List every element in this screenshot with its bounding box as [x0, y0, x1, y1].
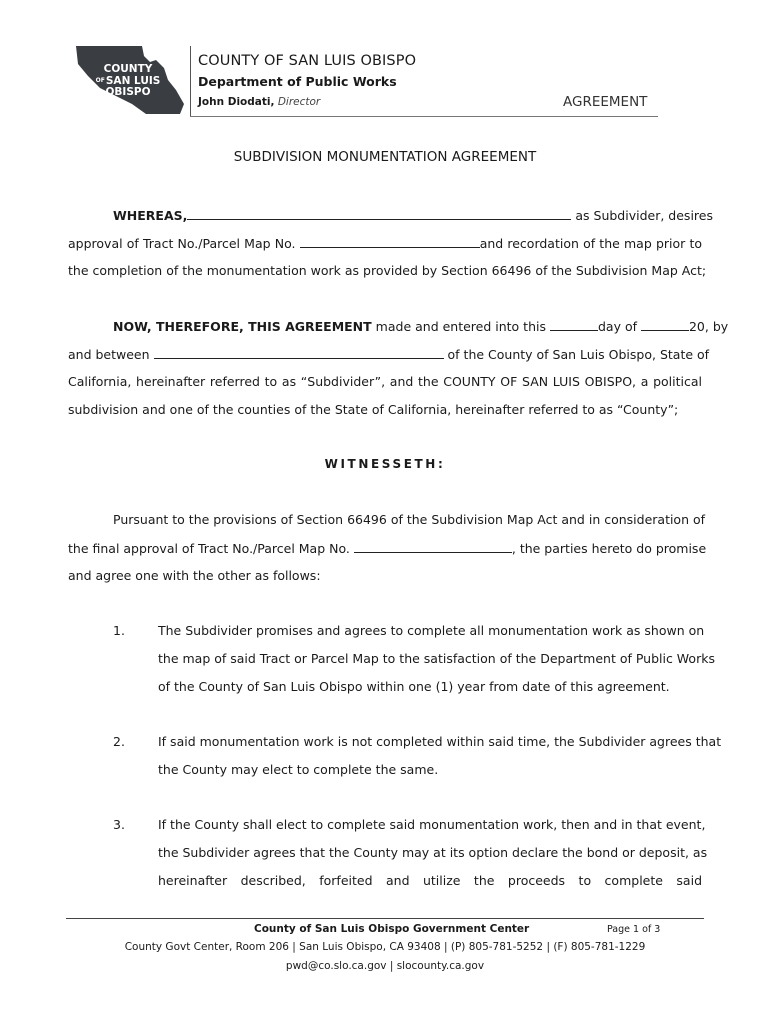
director-name: John Diodati, — [198, 96, 275, 108]
now-therefore-line-1-b: day of — [597, 319, 637, 334]
whereas-label: WHEREAS, — [113, 208, 188, 223]
whereas-line-2 — [68, 235, 702, 251]
whereas-line-3: the completion of the monumentation work as provided by Section 66496 of the Subdivision Map Act; — [68, 263, 707, 278]
county-name: COUNTY OF SAN LUIS OBISPO — [198, 53, 417, 69]
pursuant-line-2 — [68, 540, 707, 556]
director-title: Director — [277, 96, 321, 108]
logo-line-3: OBISPO — [105, 86, 151, 98]
now-therefore-line-2-end: of the County of San Luis Obispo, State of — [447, 347, 710, 362]
page-number: Page 1 of 3 — [607, 924, 661, 935]
pursuant-line-1: Pursuant to the provisions of Section 66496 of the Subdivision Map Act and in consideration of — [113, 512, 706, 527]
logo-san-luis: SAN LUIS — [105, 75, 161, 87]
item-3-line-1: If the County shall elect to complete said monumentation work, then and in that event, — [158, 817, 706, 832]
department-name: Department of Public Works — [198, 74, 397, 89]
item-2-number: 2. — [113, 734, 125, 749]
now-therefore-label: NOW, THEREFORE, THIS AGREEMENT — [113, 319, 372, 334]
now-therefore-line-1 — [113, 318, 729, 334]
now-therefore-line-3: California, hereinafter referred to as “Subdivider”, and the COUNTY OF SAN LUIS OBISPO, a political — [68, 374, 702, 389]
whereas-line-2-start: approval of Tract No./Parcel Map No. — [68, 236, 296, 251]
item-2-line-2: the County may elect to complete the same. — [158, 762, 439, 777]
pursuant-line-2-end: , the parties hereto do promise — [511, 541, 707, 556]
now-therefore-line-1-a: made and entered into this — [375, 319, 546, 334]
now-therefore-line-1-c: 20, by — [688, 319, 729, 334]
now-therefore-line-2 — [68, 346, 710, 362]
item-1-line-3: of the County of San Luis Obispo within one (1) year from date of this agreement. — [158, 679, 670, 694]
item-3-number: 3. — [113, 817, 125, 832]
director-line — [198, 96, 320, 108]
final-tract-number-blank[interactable] — [354, 540, 512, 553]
tract-number-blank[interactable] — [300, 235, 480, 248]
item-1-line-2: the map of said Tract or Parcel Map to the satisfaction of the Department of Public Works — [158, 651, 715, 666]
logo-of: OF — [95, 77, 105, 84]
pursuant-line-2-start: the final approval of Tract No./Parcel Map No. — [68, 541, 350, 556]
now-therefore-line-4: subdivision and one of the counties of the State of California, hereinafter referred to as “County”; — [68, 402, 679, 417]
whereas-line-1-end: as Subdivider, desires — [575, 208, 713, 223]
item-1-number: 1. — [113, 623, 125, 638]
whereas-line-2-end: and recordation of the map prior to — [479, 236, 702, 251]
item-3-line-2: the Subdivider agrees that the County may at its option declare the bond or deposit, as — [158, 845, 708, 860]
agreement-day-blank[interactable] — [550, 318, 598, 331]
county-logo — [72, 46, 184, 114]
page-title: SUBDIVISION MONUMENTATION AGREEMENT — [233, 149, 537, 165]
footer-contact: pwd@co.slo.ca.gov | slocounty.ca.gov — [285, 960, 485, 972]
header-divider-horizontal — [190, 116, 658, 117]
footer-divider — [66, 918, 704, 919]
pursuant-line-3: and agree one with the other as follows: — [68, 568, 321, 583]
logo-text — [72, 64, 184, 98]
footer-center-name: County of San Luis Obispo Government Center — [254, 923, 530, 935]
document-type: AGREEMENT — [563, 94, 648, 110]
item-2-line-1: If said monumentation work is not completed within said time, the Subdivider agrees that — [158, 734, 722, 749]
header-divider-vertical — [190, 46, 191, 116]
whereas-line-1 — [113, 207, 713, 223]
witnesseth-heading: WITNESSETH: — [324, 457, 446, 471]
agreement-month-blank[interactable] — [641, 318, 689, 331]
item-3-line-3: hereinafter described, forfeited and utilize the proceeds to complete said — [158, 873, 702, 888]
now-therefore-line-2-start: and between — [68, 347, 150, 362]
footer-address: County Govt Center, Room 206 | San Luis Obispo, CA 93408 | (P) 805-781-5252 | (F) 805-781-1229 — [124, 941, 646, 953]
party-name-blank[interactable] — [154, 346, 444, 359]
subdivider-name-blank[interactable] — [187, 207, 571, 220]
logo-line-1: COUNTY — [103, 63, 153, 75]
item-1-line-1: The Subdivider promises and agrees to complete all monumentation work as shown on — [158, 623, 705, 638]
